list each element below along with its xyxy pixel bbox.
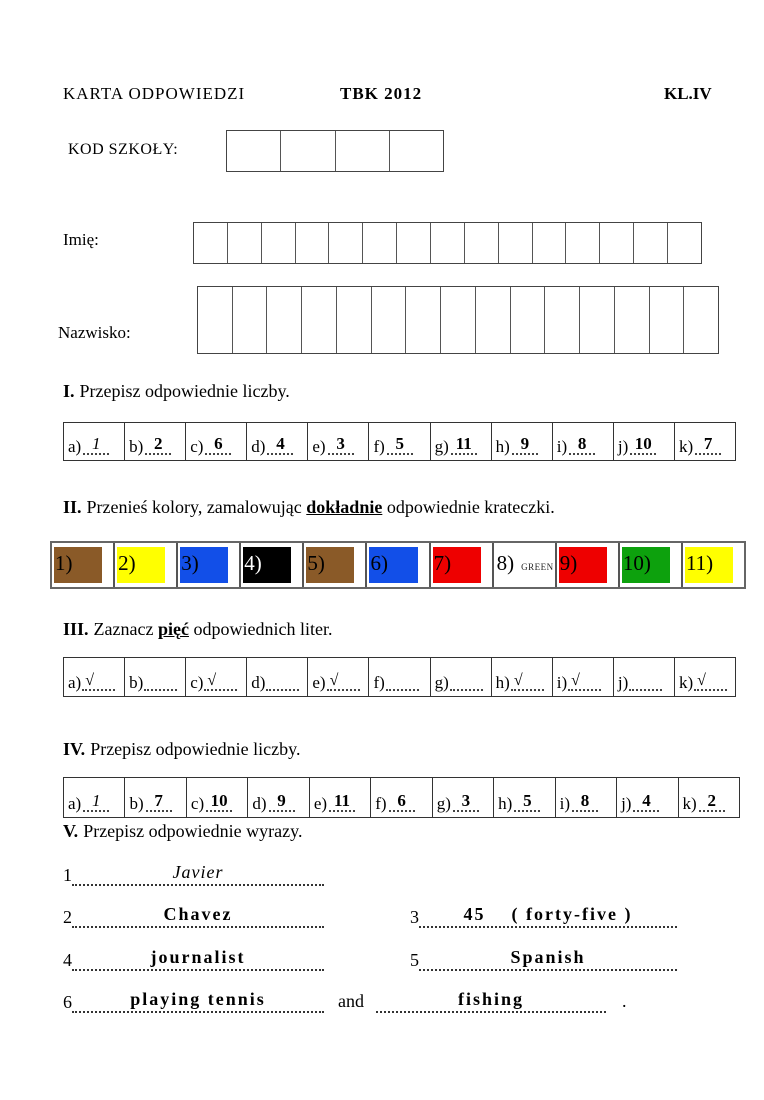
color-cell-number: 3)	[181, 551, 199, 575]
color-cell-number: 9)	[559, 551, 578, 575]
answer-letter: g)	[434, 437, 449, 456]
section-iii-instruction-pre: Zaznacz	[93, 619, 158, 639]
written-answer: fishing	[376, 989, 606, 1013]
section-ii-instruction-bold: dokładnie	[306, 497, 383, 517]
first-name-grid	[193, 222, 702, 264]
answer-letter: k)	[678, 673, 694, 692]
color-cell-number: 8)	[496, 551, 515, 575]
answer-letter: b)	[129, 437, 144, 456]
answer-value: 5	[387, 435, 413, 455]
color-cell	[429, 543, 492, 587]
answer-value: 2	[699, 792, 725, 812]
answer-value: 11	[451, 435, 477, 455]
answer-cell	[430, 658, 491, 696]
section-i-instruction: Przepisz odpowiednie liczby.	[79, 381, 290, 401]
color-cell	[618, 543, 681, 587]
color-cell-number: 4)	[244, 551, 262, 575]
answer-value: 9	[269, 792, 295, 812]
color-cell	[239, 543, 302, 587]
answer-letter: f)	[373, 673, 385, 692]
grid-cell	[198, 287, 232, 353]
section-ii-numeral: II.	[63, 497, 82, 517]
answer-letter: f)	[373, 437, 385, 456]
written-answer-row-1	[63, 856, 324, 886]
answer-value: 4	[267, 435, 293, 455]
grid-cell	[280, 131, 334, 171]
answer-cell	[552, 423, 613, 460]
answer-cell	[674, 423, 735, 460]
answer-letter: j)	[617, 437, 629, 456]
written-answer: Javier	[72, 862, 324, 886]
answer-cell	[491, 658, 552, 696]
written-answer-row-4	[63, 983, 627, 1013]
section-iv-heading	[63, 739, 300, 760]
answer-letter: k)	[682, 794, 697, 813]
checkmark: √	[82, 673, 115, 691]
answer-cell	[368, 658, 429, 696]
color-cell	[113, 543, 176, 587]
line-number: 1	[63, 865, 72, 886]
written-answer: Spanish	[419, 947, 677, 971]
answer-cell	[64, 423, 124, 460]
section-i-answer-table	[63, 422, 736, 461]
school-code-label: KOD SZKOŁY:	[68, 141, 179, 158]
line-number: 6	[63, 992, 72, 1013]
exam-code: TBK 2012	[340, 84, 423, 103]
line-number: 5	[410, 950, 419, 971]
color-cell	[176, 543, 239, 587]
line-number: 4	[63, 950, 72, 971]
section-ii-instruction-pre: Przenieś kolory, zamalowując	[86, 497, 307, 517]
grid-cell	[614, 287, 649, 353]
answer-value: 3	[328, 435, 354, 455]
last-name-label: Nazwisko:	[58, 323, 131, 342]
answer-value: 10	[630, 435, 656, 455]
written-answer: 45 ( forty-five )	[419, 904, 677, 928]
color-cell-number: 2)	[118, 551, 136, 575]
color-cell-number: 6)	[370, 551, 388, 575]
grid-cell	[362, 223, 396, 263]
answer-letter: g)	[434, 673, 449, 692]
grid-cell	[328, 223, 362, 263]
checkmark: √	[204, 673, 237, 691]
color-cell-number: 7)	[433, 551, 452, 575]
answer-cell	[368, 423, 429, 460]
answer-letter: d)	[251, 437, 266, 456]
answer-letter: j)	[621, 794, 632, 813]
empty-check-slot	[450, 689, 483, 691]
section-iv-answer-table	[63, 777, 740, 818]
written-answer-row-2	[63, 898, 677, 928]
grid-cell	[532, 223, 566, 263]
answer-cell	[307, 658, 368, 696]
answer-letter: c)	[190, 673, 204, 692]
grid-cell	[430, 223, 464, 263]
answer-letter: c)	[190, 794, 205, 813]
answer-letter: b)	[129, 673, 144, 692]
answer-cell	[124, 658, 185, 696]
answer-cell	[613, 423, 674, 460]
answer-cell	[613, 658, 674, 696]
sentence-period: .	[622, 991, 627, 1012]
answer-cell	[307, 423, 368, 460]
grid-cell	[464, 223, 498, 263]
color-cell-number: 5)	[307, 551, 325, 575]
answer-value: 1	[83, 435, 109, 455]
grid-cell	[475, 287, 510, 353]
color-cell	[302, 543, 365, 587]
section-i-heading	[63, 381, 290, 402]
grid-cell	[579, 287, 614, 353]
section-iii-numeral: III.	[63, 619, 89, 639]
last-name-grid	[197, 286, 719, 354]
section-v-heading	[63, 821, 302, 842]
section-v-numeral: V.	[63, 821, 79, 841]
grid-cell	[371, 287, 406, 353]
section-iii-answer-table	[63, 657, 736, 697]
checkmark: √	[327, 673, 360, 691]
line-number: 2	[63, 907, 72, 928]
answer-letter: f)	[375, 794, 387, 813]
color-cell-number: 11)	[685, 551, 714, 575]
answer-value: 6	[389, 792, 415, 812]
color-answer-row	[50, 541, 746, 589]
answer-letter: i)	[556, 437, 568, 456]
first-name-label: Imię:	[63, 230, 99, 249]
grid-cell	[336, 287, 371, 353]
answer-letter: i)	[559, 794, 571, 813]
answer-letter: h)	[495, 437, 510, 456]
answer-cell	[185, 423, 246, 460]
color-cell-text: GREEN	[521, 562, 554, 572]
grid-cell	[667, 223, 701, 263]
answer-value: 2	[145, 435, 171, 455]
answer-cell	[185, 658, 246, 696]
conjunction-text: and	[338, 991, 364, 1012]
section-iii-instruction-bold: pięć	[157, 619, 189, 639]
grid-cell	[440, 287, 475, 353]
answer-cell	[247, 778, 308, 817]
grid-cell	[405, 287, 440, 353]
answer-value: 8	[572, 792, 598, 812]
line-number: 3	[410, 907, 419, 928]
grid-cell	[335, 131, 389, 171]
answer-value: 3	[453, 792, 479, 812]
answer-letter: b)	[129, 794, 144, 813]
answer-cell	[64, 658, 124, 696]
written-answer: Chavez	[72, 904, 324, 928]
grid-cell	[396, 223, 430, 263]
answer-cell	[432, 778, 493, 817]
color-cell	[555, 543, 618, 587]
grid-cell	[261, 223, 295, 263]
checkmark: √	[568, 673, 601, 691]
answer-letter: e)	[313, 794, 328, 813]
answer-value: 8	[569, 435, 595, 455]
answer-letter: i)	[556, 673, 568, 692]
grid-cell	[227, 223, 261, 263]
answer-letter: d)	[252, 794, 267, 813]
color-cell-number: 1)	[55, 551, 73, 575]
answer-value: 6	[205, 435, 231, 455]
answer-letter: c)	[190, 437, 204, 456]
grid-cell	[599, 223, 633, 263]
written-answer-row-3	[63, 941, 677, 971]
answer-letter: j)	[617, 673, 629, 692]
answer-letter: k)	[678, 437, 694, 456]
answer-value: 7	[695, 435, 721, 455]
answer-cell	[493, 778, 554, 817]
empty-check-slot	[629, 689, 662, 691]
written-answer: playing tennis	[72, 989, 324, 1013]
answer-cell	[555, 778, 616, 817]
answer-cell	[678, 778, 739, 817]
answer-letter: d)	[251, 673, 266, 692]
section-iii-heading	[63, 619, 332, 640]
answer-letter: a)	[68, 673, 82, 692]
answer-cell	[309, 778, 370, 817]
color-cell	[681, 543, 744, 587]
answer-cell	[124, 423, 185, 460]
grid-cell	[510, 287, 545, 353]
color-cell	[492, 543, 555, 587]
grid-cell	[266, 287, 301, 353]
answer-cell	[64, 778, 124, 817]
answer-letter: g)	[436, 794, 451, 813]
grid-cell	[633, 223, 667, 263]
grid-cell	[565, 223, 599, 263]
grid-cell	[232, 287, 267, 353]
grid-cell	[498, 223, 532, 263]
answer-letter: a)	[68, 437, 82, 456]
section-i-numeral: I.	[63, 381, 75, 401]
checkmark: √	[694, 673, 727, 691]
empty-check-slot	[144, 689, 177, 691]
grid-cell	[544, 287, 579, 353]
grid-cell	[194, 223, 227, 263]
empty-check-slot	[386, 689, 419, 691]
answer-value: 4	[633, 792, 659, 812]
answer-value: 9	[512, 435, 538, 455]
section-ii-instruction-post: odpowiednie krateczki.	[382, 497, 555, 517]
answer-value: 10	[206, 792, 232, 812]
answer-letter: e)	[312, 673, 326, 692]
grid-cell	[295, 223, 329, 263]
page-title: KARTA ODPOWIEDZI	[63, 84, 246, 103]
answer-value: 7	[146, 792, 172, 812]
written-answer: journalist	[72, 947, 324, 971]
answer-cell	[186, 778, 247, 817]
class-label: KL.IV	[664, 84, 712, 103]
grid-cell	[683, 287, 718, 353]
answer-cell	[246, 658, 307, 696]
section-iii-instruction-post: odpowiednich liter.	[188, 619, 333, 639]
empty-check-slot	[266, 689, 299, 691]
color-cell-number: 10)	[622, 551, 651, 575]
answer-letter: h)	[495, 673, 510, 692]
grid-cell	[301, 287, 336, 353]
grid-cell	[227, 131, 280, 171]
grid-cell	[649, 287, 684, 353]
color-cell	[365, 543, 428, 587]
answer-letter: a)	[68, 794, 82, 813]
answer-cell	[491, 423, 552, 460]
school-code-grid	[226, 130, 444, 172]
section-v-instruction: Przepisz odpowiednie wyrazy.	[83, 821, 303, 841]
color-cell	[52, 543, 113, 587]
answer-value: 5	[514, 792, 540, 812]
section-iv-numeral: IV.	[63, 739, 86, 759]
answer-cell	[430, 423, 491, 460]
section-ii-heading	[63, 497, 555, 518]
grid-cell	[389, 131, 443, 171]
answer-letter: e)	[312, 437, 326, 456]
answer-cell	[552, 658, 613, 696]
answer-value: 11	[329, 792, 355, 812]
answer-letter: h)	[498, 794, 513, 813]
answer-cell	[124, 778, 185, 817]
answer-value: 1	[83, 792, 109, 812]
answer-cell	[616, 778, 677, 817]
checkmark: √	[511, 673, 544, 691]
answer-cell	[370, 778, 431, 817]
answer-cell	[674, 658, 735, 696]
answer-cell	[246, 423, 307, 460]
section-iv-instruction: Przepisz odpowiednie liczby.	[90, 739, 301, 759]
